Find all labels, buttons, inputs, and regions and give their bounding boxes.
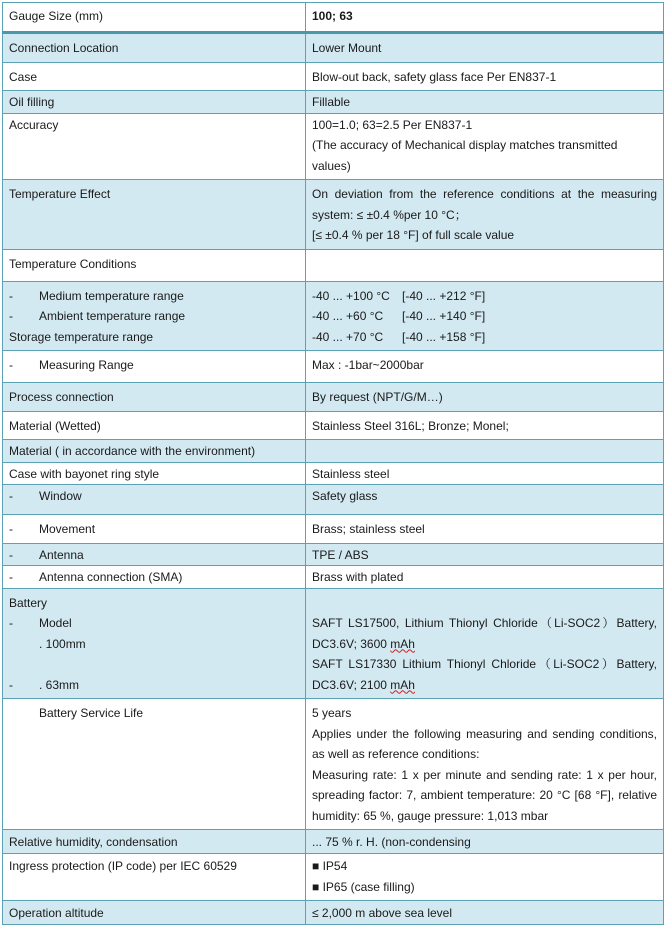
row-value [306, 281, 664, 351]
temp-effect-line-1: On deviation from the reference conditions at the measuring system: ≤ ±0.4 %per 10 °C； [312, 187, 657, 222]
row-label: - Window [3, 485, 306, 515]
row-label: - Movement [3, 515, 306, 544]
row-value [306, 440, 664, 463]
row-value: Stainless Steel 316L; Bronze; Monel; [306, 411, 664, 440]
row-value: By request (NPT/G/M…) [306, 383, 664, 412]
row-label: Oil filling [3, 91, 306, 114]
row-label: Temperature Effect [3, 180, 306, 250]
service-life-conditions: Measuring rate: 1 x per minute and sending rate: 1 x per hour, spreading factor: 7, ambient temperature: 20 °C [68 °F], relative humidity: 65 %, gauge pressure: 1,013 mbar [312, 767, 657, 823]
gauge-size-label: Gauge Size (mm) [3, 3, 306, 33]
row-value: ≤ 2,000 m above sea level [306, 901, 664, 925]
row-label: - Antenna connection (SMA) [3, 566, 306, 589]
ip54-item: ■ IP54 [312, 859, 348, 873]
row-label [3, 281, 306, 351]
table-row [3, 281, 664, 351]
table-row [3, 249, 664, 281]
ambient-temp-label: - Ambient temperature range [9, 309, 186, 323]
table-row [3, 62, 664, 91]
row-value: Lower Mount [306, 33, 664, 63]
row-value: Max : -1bar~2000bar [306, 351, 664, 383]
header-row [3, 3, 664, 33]
row-value [306, 180, 664, 250]
table-row [3, 351, 664, 383]
row-value [306, 699, 664, 830]
row-label: Temperature Conditions [3, 249, 306, 281]
row-label: Accuracy [3, 113, 306, 180]
medium-temp-value: -40 ... +100 °C [-40 ... +212 °F] [312, 288, 486, 303]
table-row [3, 440, 664, 463]
row-label [3, 588, 306, 699]
table-row [3, 588, 664, 699]
service-life-years: 5 years [312, 706, 352, 720]
table-row [3, 854, 664, 901]
medium-temp-label: - Medium temperature range [9, 288, 184, 303]
row-value [306, 113, 664, 180]
storage-temp-value: -40 ... +70 °C [-40 ... +158 °F] [312, 329, 486, 344]
table-row [3, 485, 664, 515]
table-row [3, 113, 664, 180]
row-label: Battery Service Life [3, 699, 306, 830]
ambient-temp-value: -40 ... +60 °C [-40 ... +140 °F] [312, 309, 486, 323]
row-value [306, 249, 664, 281]
table-row [3, 91, 664, 114]
storage-temp-label: Storage temperature range [9, 329, 154, 344]
table-row [3, 901, 664, 925]
service-life-note: Applies under the following measuring and sending conditions, as well as reference conditions: [312, 726, 657, 761]
row-value: ... 75 % r. H. (non-condensing [306, 830, 664, 854]
table-row [3, 699, 664, 830]
battery-63mm-label: - . 63mm [9, 677, 80, 692]
row-label: Connection Location [3, 33, 306, 63]
battery-100mm-value: SAFT LS17500, Lithium Thionyl Chloride（Li-SOC2）Battery, DC3.6V; 3600 mAh [312, 616, 657, 651]
battery-label: Battery [9, 595, 48, 610]
row-label: - Antenna [3, 543, 306, 566]
table-row [3, 462, 664, 485]
row-value: Fillable [306, 91, 664, 114]
table-row [3, 566, 664, 589]
row-label: Relative humidity, condensation [3, 830, 306, 854]
row-value: Safety glass [306, 485, 664, 515]
row-value: Brass with plated [306, 566, 664, 589]
row-value: Stainless steel [306, 462, 664, 485]
accuracy-line-1: 100=1.0; 63=2.5 Per EN837-1 [312, 117, 473, 132]
battery-100mm-label: . 100mm [39, 636, 86, 651]
row-label: Case with bayonet ring style [3, 462, 306, 485]
table-row [3, 830, 664, 854]
ip65-item: ■ IP65 (case filling) [312, 879, 415, 894]
row-value [306, 588, 664, 699]
row-label: Case [3, 62, 306, 91]
row-label: Operation altitude [3, 901, 306, 925]
row-value: Brass; stainless steel [306, 515, 664, 544]
row-label: Material ( in accordance with the environment) [3, 440, 306, 463]
row-label: Process connection [3, 383, 306, 412]
row-value [306, 854, 664, 901]
table-row [3, 383, 664, 412]
gauge-size-value: 100; 63 [306, 3, 664, 33]
row-label: Material (Wetted) [3, 411, 306, 440]
battery-model-label: - Model [9, 616, 72, 630]
row-value: TPE / ABS [306, 543, 664, 566]
temp-effect-line-2: [≤ ±0.4 % per 18 °F] of full scale value [312, 228, 515, 242]
row-label: - Measuring Range [3, 351, 306, 383]
table-row [3, 543, 664, 566]
battery-63mm-value: SAFT LS17330 Lithium Thionyl Chloride（Li-SOC2）Battery, DC3.6V; 2100 mAh [312, 657, 657, 692]
row-value: Blow-out back, safety glass face Per EN837-1 [306, 62, 664, 91]
table-row [3, 411, 664, 440]
row-label: Ingress protection (IP code) per IEC 60529 [3, 854, 306, 901]
table-row [3, 180, 664, 250]
table-row [3, 515, 664, 544]
accuracy-line-2: (The accuracy of Mechanical display matches transmitted values) [312, 138, 618, 173]
specification-table [2, 2, 664, 925]
table-row [3, 33, 664, 63]
